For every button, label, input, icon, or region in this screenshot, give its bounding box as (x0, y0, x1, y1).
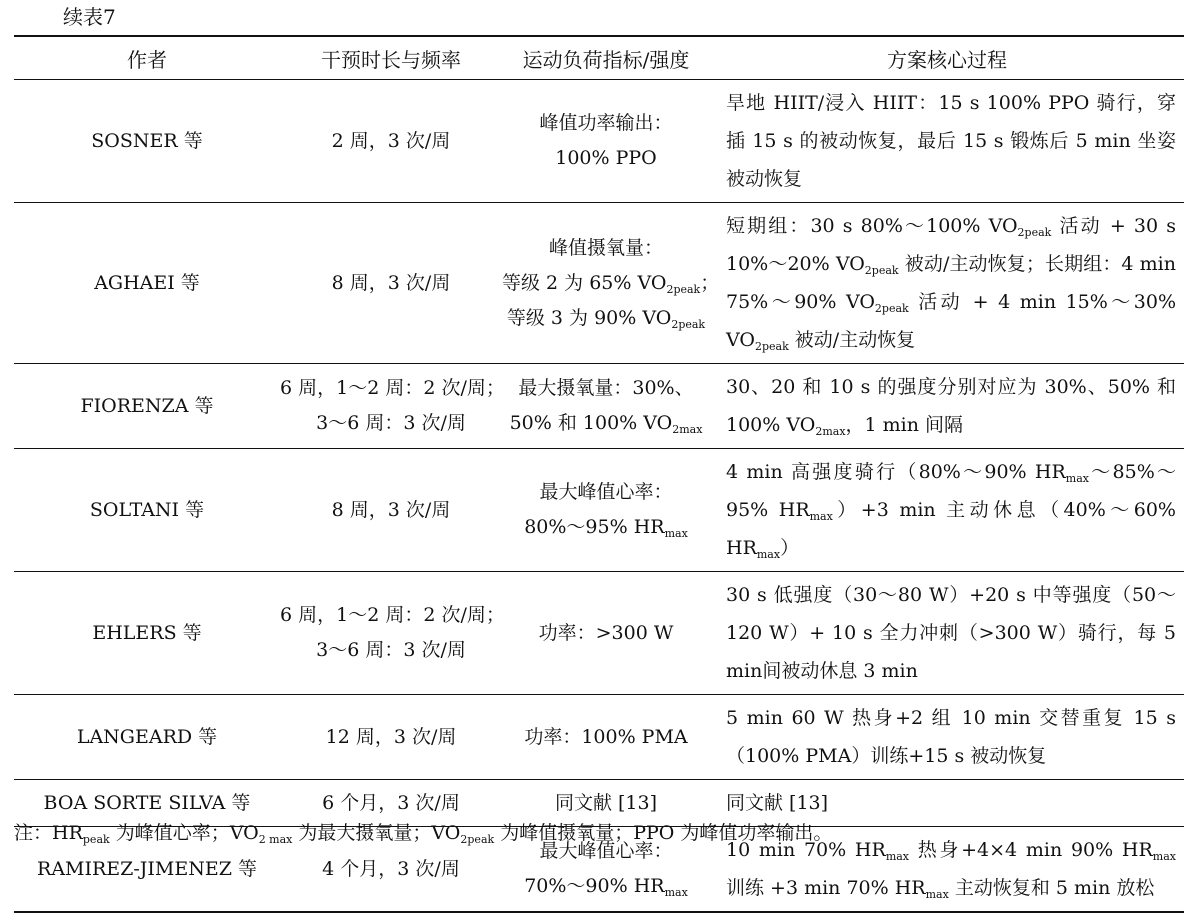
cell-load: 同文献 [13] (554, 791, 658, 814)
cell-load: 峰值摄氧量： 等级 2 为 65% $VO_{2peak}$； 等级 3 为 90% $VO_{2peak}$ (502, 236, 720, 331)
table-row (14, 364, 1184, 449)
cell-load: 峰值功率输出： 100% PPO (539, 112, 673, 169)
cell-process: 5 min 60 W 热身+2 组 10 min 交替重复 15 s （100% PMA）训练+15 s 被动恢复 (726, 707, 1176, 767)
header-author: 作者 (127, 47, 167, 72)
header-process: 方案核心过程 (887, 47, 1007, 72)
table-row (14, 449, 1184, 572)
cell-process: 30、20 和 10 s 的强度分别对应为 30%、50% 和 100% $VO_{2max}$，1 min 间隔 (726, 376, 1176, 438)
cell-duration: 6 周，1～2 周：2 次/周； 3～6 周：3 次/周 (280, 377, 505, 434)
cell-load: 最大峰值心率： 70%～90% $HR_{max}$ (524, 840, 688, 899)
cell-duration: 4 个月，3 次/周 (322, 857, 460, 880)
cell-process: 4 min 高强度骑行（80%～90% $HR_{max}\sim 85\%\sim 95\%$ $HR_{max})+3$ min 主动休息（40%～60% $HR_{max}$） (726, 461, 1177, 561)
cell-duration: 6 周，1～2 周：2 次/周； 3～6 周：3 次/周 (280, 604, 505, 661)
header-row (14, 36, 1184, 80)
cell-author: EHLERS 等 (92, 621, 202, 644)
cell-load: 最大峰值心率： 80%～95% $HR_{max}$ (524, 481, 688, 540)
header-duration: 干预时长与频率 (321, 47, 461, 72)
cell-load: 功率：>300 W (538, 621, 674, 644)
cell-duration: 8 周，3 次/周 (331, 271, 451, 294)
cell-process: 旱地 HIIT/浸入 HIIT：15 s 100% PPO 骑行，穿插 15 s 的被动恢复，最后 15 s 锻炼后 5 min 坐姿被动恢复 (726, 92, 1176, 190)
cell-duration: 6 个月，3 次/周 (322, 791, 460, 814)
cell-process: 30 s 低强度（30～80 W）+20 s 中等强度（50～120 W）+ 10 s 全力冲刺（>300 W）骑行，每 5 min间被动休息 3 min (726, 584, 1176, 682)
cell-author: RAMIREZ-JIMENEZ 等 (37, 857, 257, 880)
data-table (14, 35, 1184, 913)
cell-author: SOLTANI 等 (89, 498, 205, 521)
cell-duration: 12 周，3 次/周 (325, 725, 457, 748)
cell-process: 短期组：30 s 80%～100% $VO_{2peak}$ 活动 + 30 s 10%～20% $VO_{2peak}$ 被动/主动恢复；长期组：4 min 75%～90% $VO_{2peak}$ 活动 + 4 min 15%～30% $VO_{2peak}$ 被动/主动恢复 (726, 215, 1176, 353)
cell-duration: 2 周，3 次/周 (331, 129, 451, 152)
table-caption: 续表7 (63, 5, 116, 29)
table-note: 注：$HR_{peak}$ 为峰值心率；$VO_{2 max}$ 为最大摄氧量；$VO_{2peak}$ 为峰值摄氧量；PPO 为峰值功率输出。 (14, 822, 833, 846)
cell-author: LANGEARD 等 (76, 725, 218, 748)
cell-author: SOSNER 等 (91, 129, 203, 152)
table-row (14, 203, 1184, 364)
table-row (14, 80, 1184, 203)
cell-author: AGHAEI 等 (94, 271, 200, 294)
cell-process: 10 min 70% $HR_{max}$ 热身+4×4 min 90% $HR_{max}$ 训练 +3 min 70% $HR_{max}$ 主动恢复和 5 min 放松 (726, 839, 1176, 901)
cell-author: FIORENZA 等 (80, 394, 214, 417)
cell-load: 最大摄氧量：30%、 50% 和 100% $VO_{2max}$ (509, 377, 703, 436)
table-row (14, 695, 1184, 780)
table-row (14, 572, 1184, 695)
cell-author: BOA SORTE SILVA 等 (43, 791, 251, 814)
cell-load: 功率：100% PMA (524, 725, 688, 748)
cell-process: 同文献 [13] (726, 792, 829, 814)
header-load: 运动负荷指标/强度 (522, 47, 690, 72)
cell-duration: 8 周，3 次/周 (331, 498, 451, 521)
